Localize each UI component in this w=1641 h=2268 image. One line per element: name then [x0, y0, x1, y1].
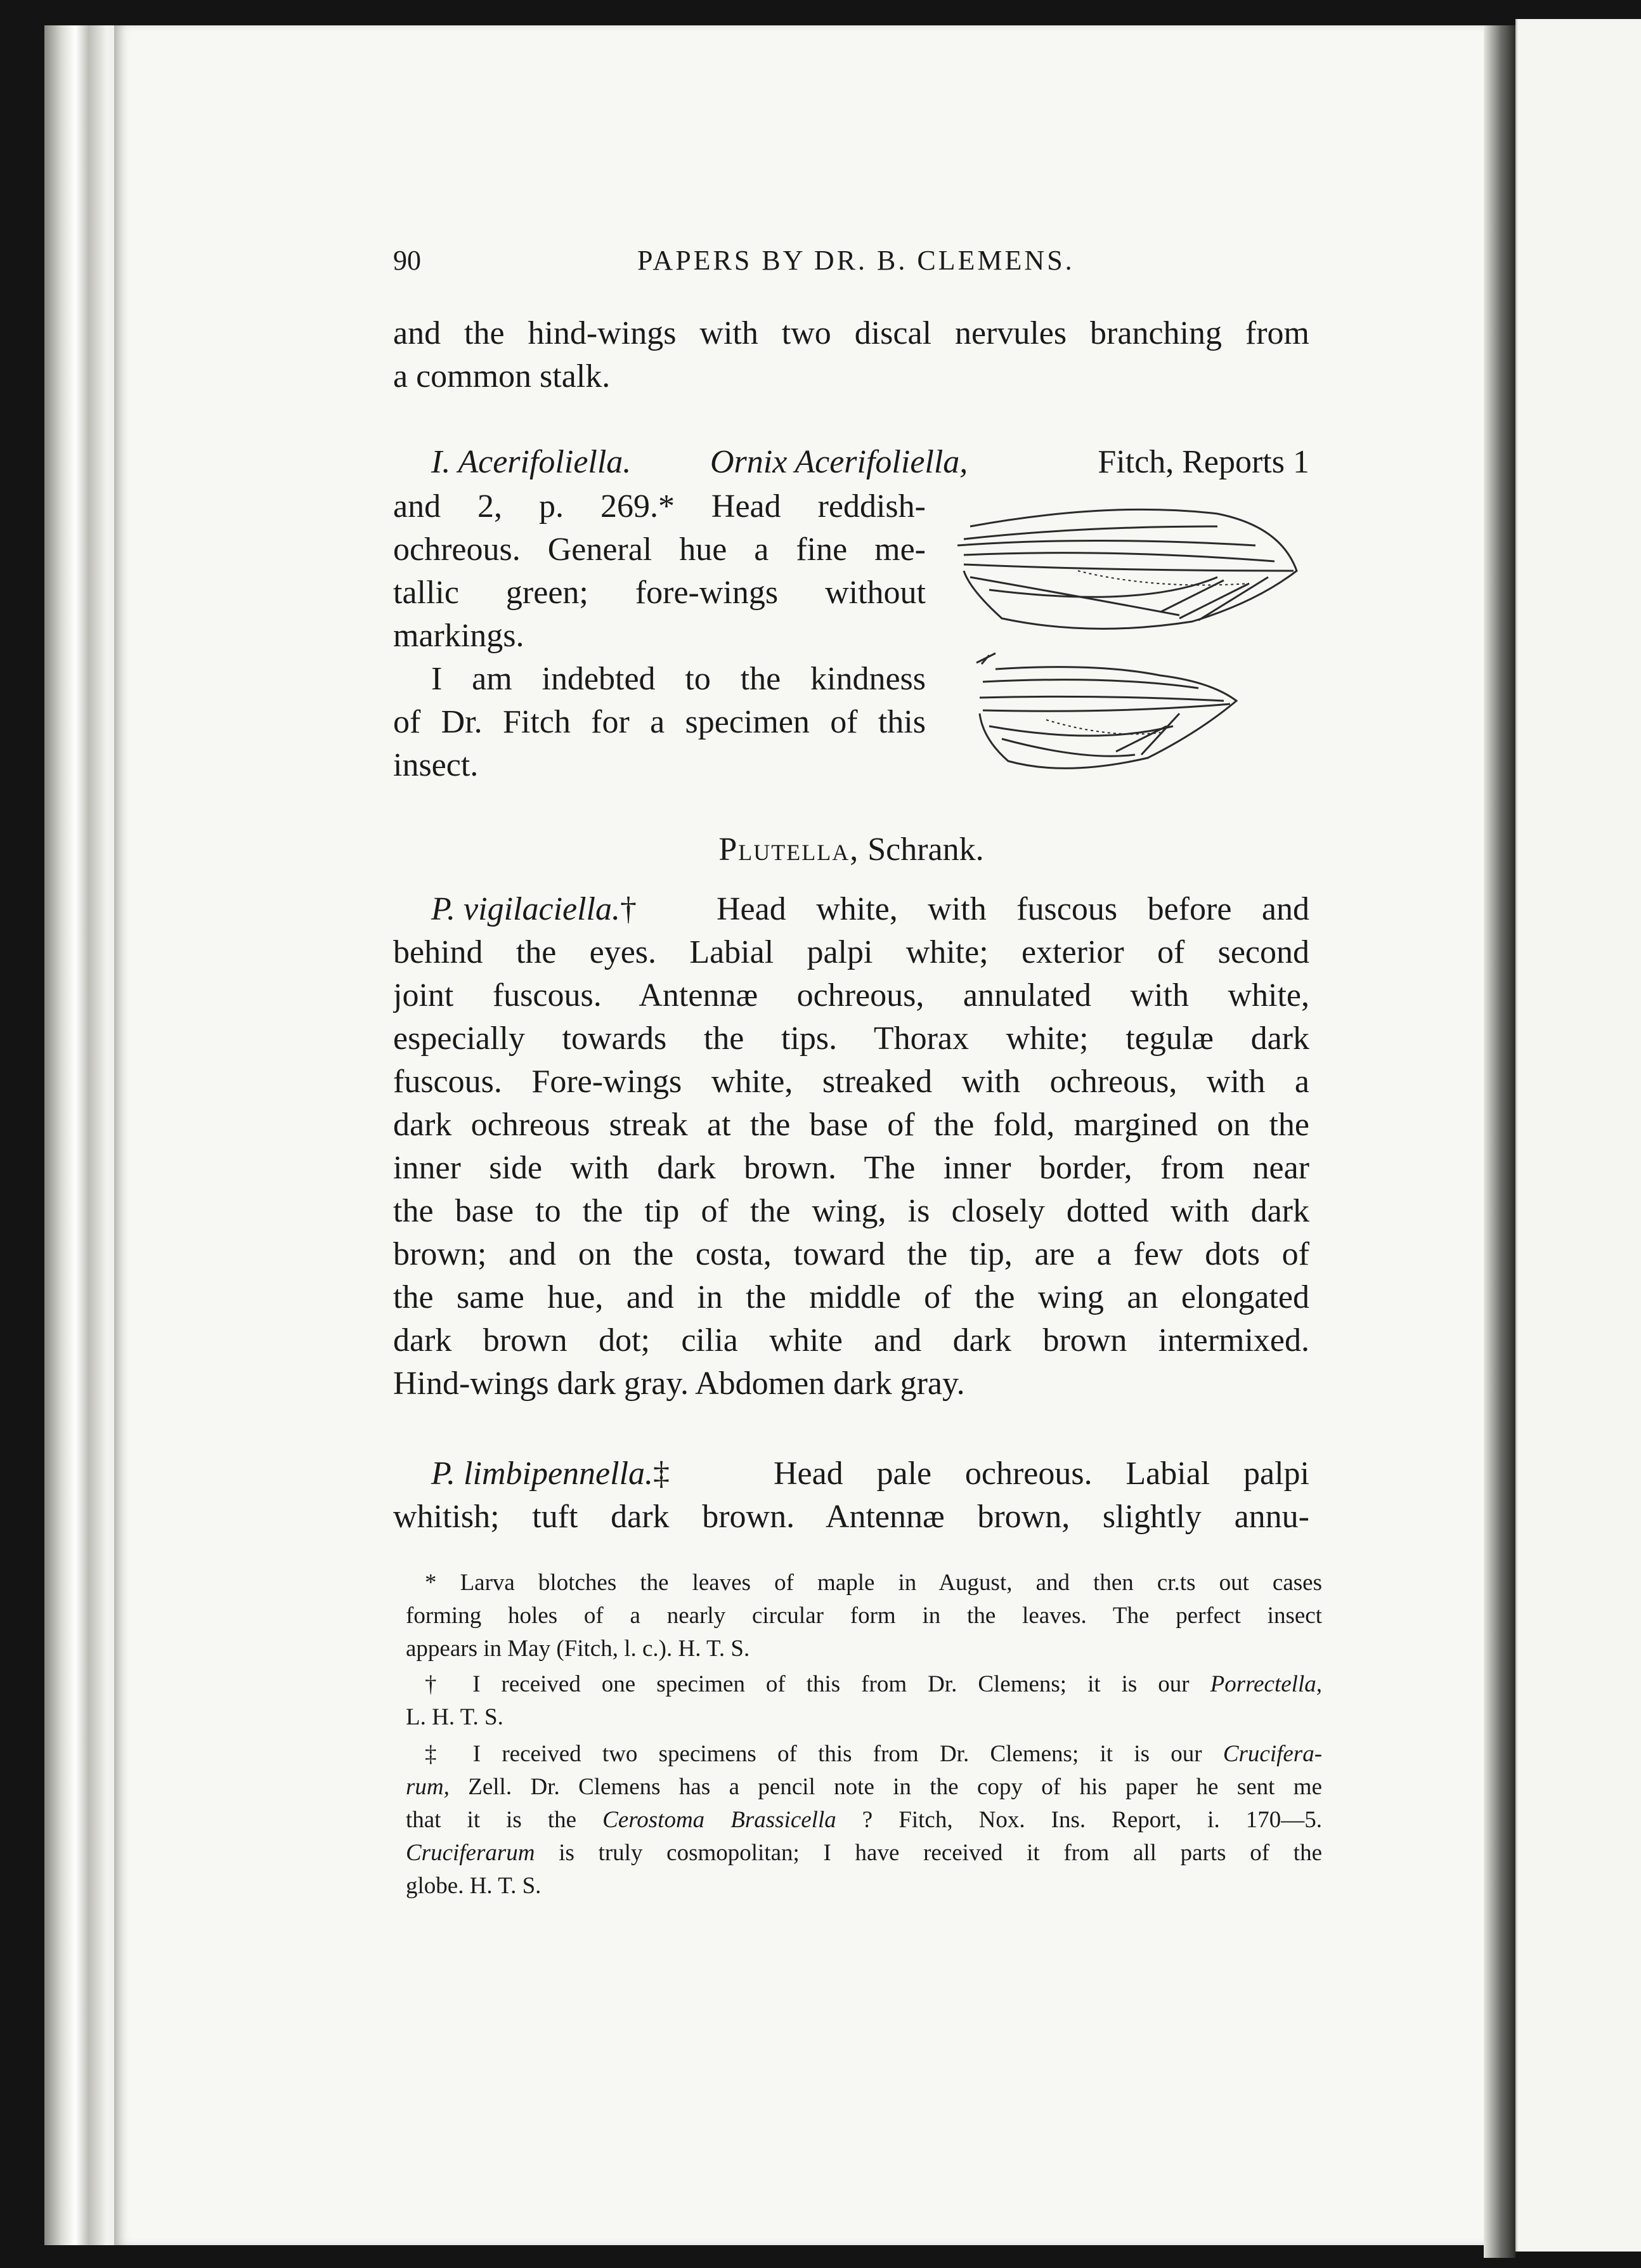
text-line: inner side with dark brown. The inner border, from near	[393, 1150, 1309, 1186]
footnote-line: appears in May (Fitch, l. c.). H. T. S.	[406, 1636, 750, 1662]
footnote-italic: Porrectella,	[1210, 1671, 1322, 1697]
citation: Fitch, Reports 1	[1098, 444, 1309, 480]
text-line: I am indebted to the kindness	[431, 661, 926, 697]
footnote-text: Zell. Dr. Clemens has a pencil note in the copy of his paper he sent me	[468, 1774, 1322, 1800]
text-line: of Dr. Fitch for a specimen of this	[393, 704, 926, 740]
footnote-3	[406, 1738, 1322, 1903]
genus-heading	[393, 831, 1309, 868]
footnote-1	[406, 1567, 1322, 1665]
species-name: I. Acerifoliella.	[431, 444, 632, 480]
genus-author: Schrank.	[867, 831, 984, 868]
text-line: insect.	[393, 747, 479, 783]
page-number: 90	[393, 245, 421, 276]
text-line: dark brown dot; cilia white and dark brown intermixed.	[393, 1322, 1309, 1359]
hindwing-figure	[970, 650, 1249, 777]
text-line: brown; and on the costa, toward the tip, are a few dots of	[393, 1236, 1309, 1272]
species-name: P. vigilaciella.	[431, 891, 620, 927]
text-line: Head white, with fuscous before and	[717, 891, 1309, 927]
footnote-line	[406, 1738, 1322, 1771]
text-line: Head pale ochreous. Labial palpi	[774, 1456, 1309, 1492]
text-line: ochreous. General hue a fine me-	[393, 531, 926, 568]
footnote-text: that it is the	[406, 1807, 577, 1833]
footnote-italic: Cerostoma Brassicella	[602, 1807, 836, 1833]
facing-page-edge	[1515, 19, 1641, 2252]
footnote-line: L. H. T. S.	[406, 1704, 503, 1730]
footnote-line	[406, 1668, 1322, 1701]
running-title: PAPERS BY DR. B. CLEMENS.	[637, 245, 1075, 276]
footnote-text: † I received one specimen of this from Dr. Clemens; it is our	[425, 1671, 1190, 1697]
text-line: behind the eyes. Labial palpi white; exterior of second	[393, 934, 1309, 970]
text-line: Hind-wings dark gray. Abdomen dark gray.	[393, 1365, 965, 1402]
acerifoliella-description	[393, 485, 926, 787]
footnote-line: forming holes of a nearly circular form in the leaves. The perfect insect	[406, 1603, 1322, 1629]
intro-line: a common stalk.	[393, 358, 611, 394]
footnote-italic: Cruciferarum	[406, 1840, 535, 1866]
footnote-mark: †	[619, 891, 637, 927]
vigilaciella-description	[393, 931, 1309, 1449]
intro-paragraph	[393, 312, 1309, 441]
footnote-italic: rum,	[406, 1774, 450, 1800]
text-line: especially towards the tips. Thorax white; tegulæ dark	[393, 1020, 1309, 1057]
intro-line: and the hind-wings with two discal nervules branching from	[393, 315, 1309, 351]
footnote-line	[406, 1771, 1322, 1804]
text-line: markings.	[393, 618, 524, 654]
footnote-mark: ‡	[653, 1456, 670, 1492]
species-title	[431, 888, 637, 931]
footnote-line	[406, 1837, 1322, 1870]
footnote-italic: Crucifera-	[1223, 1741, 1322, 1767]
species-title	[431, 1452, 670, 1496]
text-line: tallic green; fore-wings without	[393, 575, 926, 611]
footnote-text: is truly cosmopolitan; I have received it from all parts of the	[559, 1840, 1322, 1866]
page-header	[393, 244, 1309, 282]
synonym-name: Ornix Acerifoliella,	[710, 444, 968, 480]
footnote-text: ‡ I received two specimens of this from Dr. Clemens; it is our	[425, 1741, 1202, 1767]
genus-name: Plutella,	[718, 831, 860, 868]
footnote-text: ? Fitch, Nox. Ins. Report, i. 170—5.	[862, 1807, 1322, 1833]
text-line: and 2, p. 269.* Head reddish-	[393, 488, 926, 525]
text-line: fuscous. Fore-wings white, streaked with ochreous, with a	[393, 1064, 1309, 1100]
forewing-figure	[951, 501, 1306, 647]
text-line: dark ochreous streak at the base of the fold, margined on the	[393, 1107, 1309, 1143]
text-line: the same hue, and in the middle of the wing an elongated	[393, 1279, 1309, 1315]
text-line: whitish; tuft dark brown. Antennæ brown, slightly annu-	[393, 1499, 1309, 1535]
footnote-2	[406, 1668, 1322, 1734]
footnote-line: * Larva blotches the leaves of maple in August, and then cr.ts out cases	[425, 1570, 1322, 1596]
text-line: joint fuscous. Antennæ ochreous, annulated with white,	[393, 977, 1309, 1013]
footnote-line: globe. H. T. S.	[406, 1873, 542, 1899]
species-name: P. limbipennella.	[431, 1456, 654, 1492]
book-gutter	[1484, 25, 1515, 2258]
text-line: the base to the tip of the wing, is closely dotted with dark	[393, 1193, 1309, 1229]
footnote-line	[406, 1804, 1322, 1837]
